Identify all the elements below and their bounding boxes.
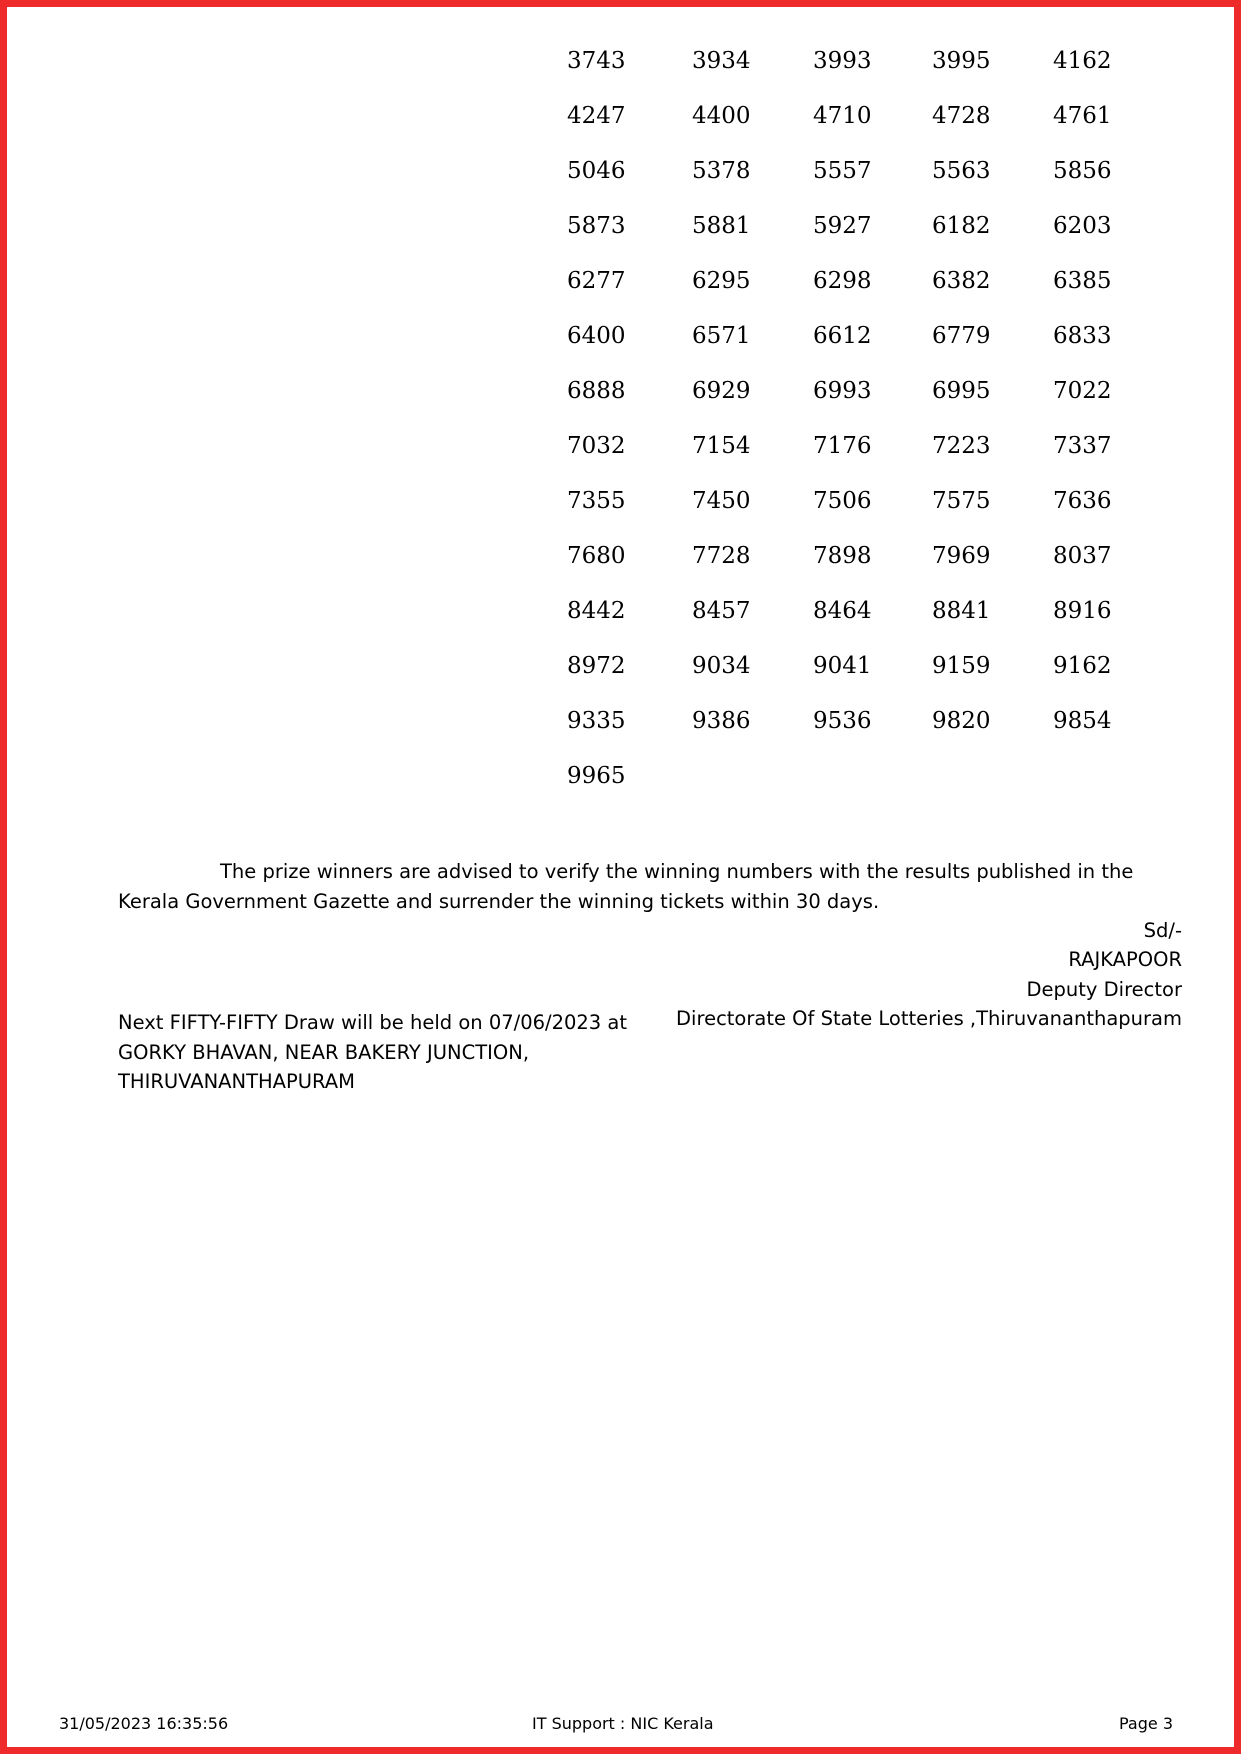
winning-number: 7506: [813, 488, 872, 514]
winning-number: 4162: [1053, 48, 1112, 74]
winning-number: 7022: [1053, 378, 1112, 404]
winning-numbers-grid: [0, 0, 1241, 800]
winning-number: 3934: [692, 48, 751, 74]
winning-number: 5378: [692, 158, 751, 184]
winning-number: 7154: [692, 433, 751, 459]
winning-number: 9965: [567, 763, 626, 789]
next-draw-line-3: THIRUVANANTHAPURAM: [118, 1070, 355, 1093]
winning-number: 3995: [932, 48, 991, 74]
winning-number: 7898: [813, 543, 872, 569]
winning-number: 6298: [813, 268, 872, 294]
winning-number: 7032: [567, 433, 626, 459]
winning-number: 9854: [1053, 708, 1112, 734]
winning-number: 6382: [932, 268, 991, 294]
winning-number: 9162: [1053, 653, 1112, 679]
winning-number: 9536: [813, 708, 872, 734]
winning-number: 7680: [567, 543, 626, 569]
winning-number: 4400: [692, 103, 751, 129]
winning-number: 4728: [932, 103, 991, 129]
next-draw-info: [118, 1008, 638, 1097]
winning-number: 5927: [813, 213, 872, 239]
notice-paragraph: [118, 857, 1178, 916]
winning-number: 9386: [692, 708, 751, 734]
winning-number: 7728: [692, 543, 751, 569]
winning-number: 6571: [692, 323, 751, 349]
winning-number: 5856: [1053, 158, 1112, 184]
winning-number: 5557: [813, 158, 872, 184]
winning-number: 5873: [567, 213, 626, 239]
winning-number: 7575: [932, 488, 991, 514]
winning-number: 7355: [567, 488, 626, 514]
winning-number: 5881: [692, 213, 751, 239]
winning-number: 7969: [932, 543, 991, 569]
winning-number: 8442: [567, 598, 626, 624]
winning-number: 5046: [567, 158, 626, 184]
winning-number: 9820: [932, 708, 991, 734]
winning-number: 7636: [1053, 488, 1112, 514]
signatory-designation: Deputy Director: [1026, 978, 1182, 1001]
signature-sd: Sd/-: [1143, 919, 1182, 942]
winning-number: 4247: [567, 103, 626, 129]
winning-number: 6993: [813, 378, 872, 404]
winning-number: 3993: [813, 48, 872, 74]
winning-number: 9335: [567, 708, 626, 734]
winning-number: 6995: [932, 378, 991, 404]
winning-number: 6929: [692, 378, 751, 404]
winning-number: 8916: [1053, 598, 1112, 624]
winning-number: 9034: [692, 653, 751, 679]
winning-number: 6385: [1053, 268, 1112, 294]
signatory-office: Directorate Of State Lotteries ,Thiruvananthapuram: [676, 1007, 1182, 1030]
winning-number: 9041: [813, 653, 872, 679]
winning-number: 8464: [813, 598, 872, 624]
winning-number: 6888: [567, 378, 626, 404]
winning-number: 4761: [1053, 103, 1112, 129]
winning-number: 6400: [567, 323, 626, 349]
winning-number: 8972: [567, 653, 626, 679]
winning-number: 7176: [813, 433, 872, 459]
footer-support: IT Support : NIC Kerala: [532, 1714, 714, 1733]
footer-page-number: Page 3: [1119, 1714, 1173, 1733]
next-draw-line-1: Next FIFTY-FIFTY Draw will be held on 07/06/2023 at: [118, 1011, 627, 1034]
winning-number: 6182: [932, 213, 991, 239]
winning-number: 7337: [1053, 433, 1112, 459]
winning-number: 6779: [932, 323, 991, 349]
winning-number: 6833: [1053, 323, 1112, 349]
winning-number: 4710: [813, 103, 872, 129]
footer-timestamp: 31/05/2023 16:35:56: [59, 1714, 229, 1733]
winning-number: 6295: [692, 268, 751, 294]
winning-number: 7450: [692, 488, 751, 514]
winning-number: 7223: [932, 433, 991, 459]
winning-number: 8037: [1053, 543, 1112, 569]
winning-number: 6612: [813, 323, 872, 349]
notice-text: The prize winners are advised to verify the winning numbers with the results published in the Kerala Government Gazette and surrender the winning tickets within 30 days.: [118, 860, 1134, 913]
winning-number: 5563: [932, 158, 991, 184]
winning-number: 6203: [1053, 213, 1112, 239]
winning-number: 8457: [692, 598, 751, 624]
winning-number: 3743: [567, 48, 626, 74]
winning-number: 9159: [932, 653, 991, 679]
winning-number: 6277: [567, 268, 626, 294]
signatory-name: RAJKAPOOR: [1068, 948, 1182, 971]
winning-number: 8841: [932, 598, 991, 624]
next-draw-line-2: GORKY BHAVAN, NEAR BAKERY JUNCTION,: [118, 1040, 530, 1064]
